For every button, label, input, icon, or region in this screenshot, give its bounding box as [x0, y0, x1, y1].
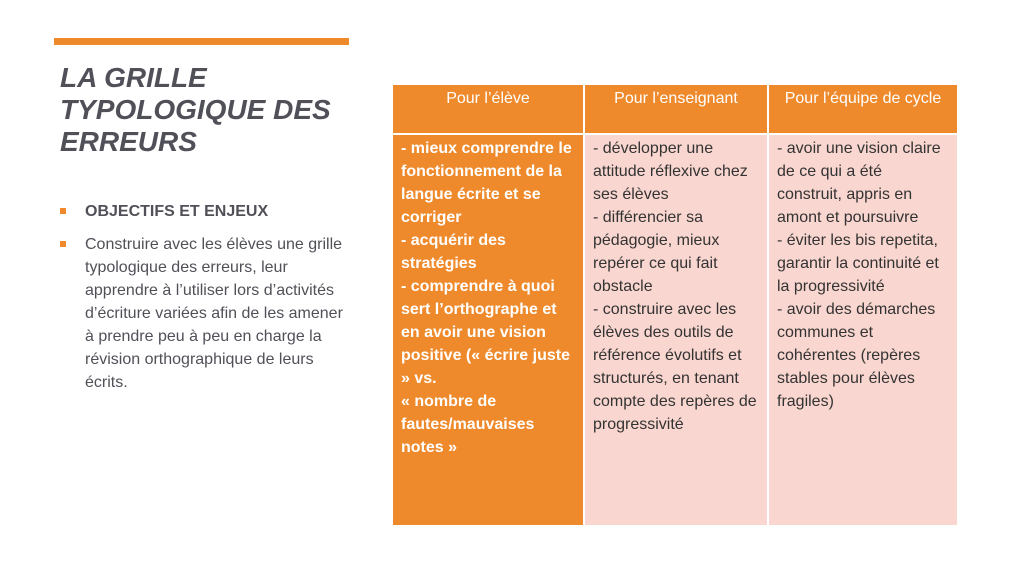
table-header-row	[392, 84, 958, 134]
cell-student	[392, 134, 584, 526]
bullet-item	[60, 233, 345, 394]
cell-cycle-team	[768, 134, 958, 526]
cell-line: - différencier sa pédagogie, mieux repérer ce qui fait obstacle	[593, 209, 720, 295]
cell-line: - avoir une vision claire de ce qui a été construit, appris en amont et poursuivre	[777, 140, 941, 226]
cell-line: - avoir des démarches communes et cohérentes (repères stables pour élèves fragiles)	[777, 301, 936, 410]
table-row	[392, 134, 958, 526]
cell-line: - développer une attitude réflexive chez ses élèves	[593, 140, 748, 203]
bullet-text: OBJECTIFS ET ENJEUX	[85, 203, 269, 220]
cell-line: « nombre de fautes/mauvaises notes »	[401, 393, 535, 456]
slide-title: LA GRILLE TYPOLOGIQUE DES ERREURS	[60, 62, 331, 157]
cell-line: - comprendre à quoi sert l’orthographe et en avoir une vision positive (« écrire juste » vs.	[401, 278, 570, 387]
accent-bar	[54, 38, 349, 45]
error-grid-table	[391, 83, 959, 527]
cell-line: - construire avec les élèves des outils de référence évolutifs et structurés, en tenant compte des repères de progressivité	[593, 301, 757, 433]
header-cycle-team: Pour l’équipe de cycle	[768, 84, 958, 134]
square-bullet-icon	[60, 208, 66, 214]
square-bullet-icon	[60, 241, 66, 247]
cell-line: - mieux comprendre le fonctionnement de la langue écrite et se corriger	[401, 140, 572, 226]
header-student: Pour l’élève	[392, 84, 584, 134]
bullet-item	[60, 200, 345, 223]
header-teacher: Pour l’enseignant	[584, 84, 768, 134]
bullet-text: Construire avec les élèves une grille typologique des erreurs, leur apprendre à l’utiliser lors d’activités d’écriture variées afin de les amener à prendre peu à peu en charge la révision orthographique de leurs écrits.	[85, 236, 343, 391]
cell-teacher	[584, 134, 768, 526]
bullet-list	[60, 200, 345, 404]
cell-line: - éviter les bis repetita, garantir la continuité et la progressivité	[777, 232, 939, 295]
cell-line: - acquérir des stratégies	[401, 232, 506, 272]
